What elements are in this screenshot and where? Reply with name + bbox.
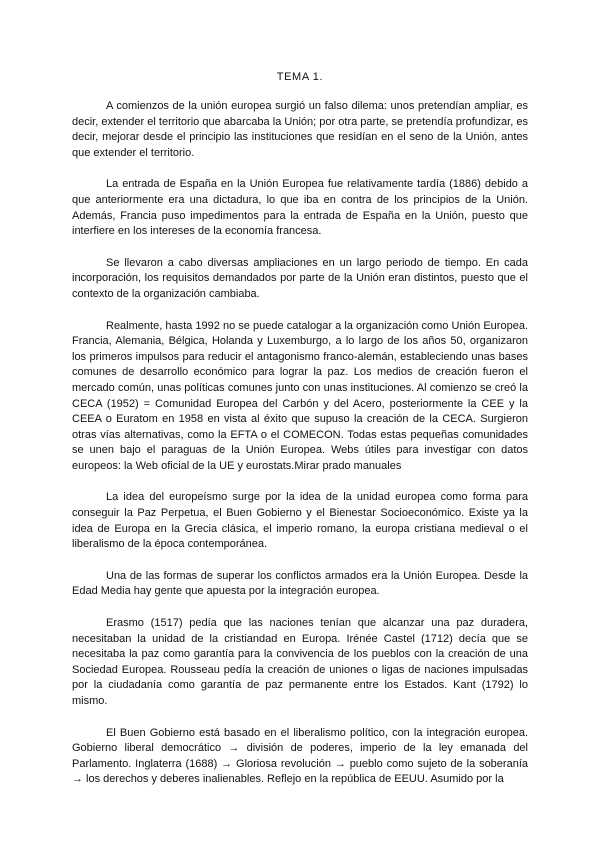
paragraph-5: La idea del europeísmo surge por la idea de la unidad europea como forma para conseguir la Paz Perpetua, el Buen Gobierno y el Bienestar Socioeconómico. Existe ya la idea de Europa en la Grecia clásica, el imperio romano, la europa cristiana medieval o el liberalismo de la época contemporánea. bbox=[72, 491, 528, 551]
paragraph-2: La entrada de España en la Unión Europea fue relativamente tardía (1886) debido a que anteriormente era una dictadura, lo que iba en contra de los principios de la Unión. Además, Francia puso impedimentos para la entrada de España en la Unión, puesto que interfiere en los intereses de la economía francesa. bbox=[72, 178, 528, 238]
paragraph-7: Erasmo (1517) pedía que las naciones tenían que alcanzar una paz duradera, necesitaban la unidad de la cristiandad en Europa. Irénée Castel (1712) decía que se necesitaba la paz como garantía para la convivencia de los pueblos con la creación de una Sociedad Europea. Rousseau pedía la creación de uniones o ligas de naciones impulsadas por la ciudadanía como garantía de paz permanente entre los Estados. Kant (1792) lo mismo. bbox=[72, 617, 528, 707]
paragraph-4: Realmente, hasta 1992 no se puede catalogar a la organización como Unión Europea. Francia, Alemania, Bélgica, Holanda y Luxemburgo, a lo largo de los años 50, organizaron los primeros impulsos para reducir el antagonismo franco-alemán, estableciendo unas bases comunes de desarrollo económico para lograr la paz. Los medios de creación fueron el mercado común, unas políticas comunes junto con unas instituciones. Al comienzo se creó la CECA (1952) = Comunidad Europea del Carbón y del Acero, posteriormente la CEE y la CEEA o Euratom en 1958 en vista al éxito que supuso la creación de la CECA. Surgieron otras vías alternativas, como la EFTA o el COMECON. Todas estas pequeñas comunidades se unen bajo el paraguas de la Unión Europea. Webs útiles para investigar con datos europeos: la Web oficial de la UE y eurostats.Mirar prado manuales bbox=[72, 319, 528, 472]
paragraph-8: El Buen Gobierno está basado en el liberalismo político, con la integración europea. Gobierno liberal democrático → división de poderes, imperio de la ley emanada del Parlamento. Inglaterra (1688) → Gloriosa revolución → pueblo como sujeto de la soberanía → los derechos y deberes inalienables. Reflejo en la república de EEUU. Asumido por la bbox=[72, 726, 528, 786]
document-title: TEMA 1. bbox=[276, 71, 324, 83]
paragraph-3: Se llevaron a cabo diversas ampliaciones en un largo periodo de tiempo. En cada incorporación, los requisitos demandados por parte de la Unión eran distintos, puesto que el contexto de la organización cambiaba. bbox=[72, 256, 528, 300]
paragraph-6: Una de las formas de superar los conflictos armados era la Unión Europea. Desde la Edad Media hay gente que apuesta por la integración europea. bbox=[72, 569, 528, 598]
paragraph-1: A comienzos de la unión europea surgió un falso dilema: unos pretendían ampliar, es decir, extender el territorio que abarcaba la Unión; por otra parte, se pretendía profundizar, es decir, mejorar desde el principio las instituciones que residían en el seno de la Unión, antes que extender el territorio. bbox=[72, 100, 528, 159]
document-page bbox=[72, 70, 528, 804]
